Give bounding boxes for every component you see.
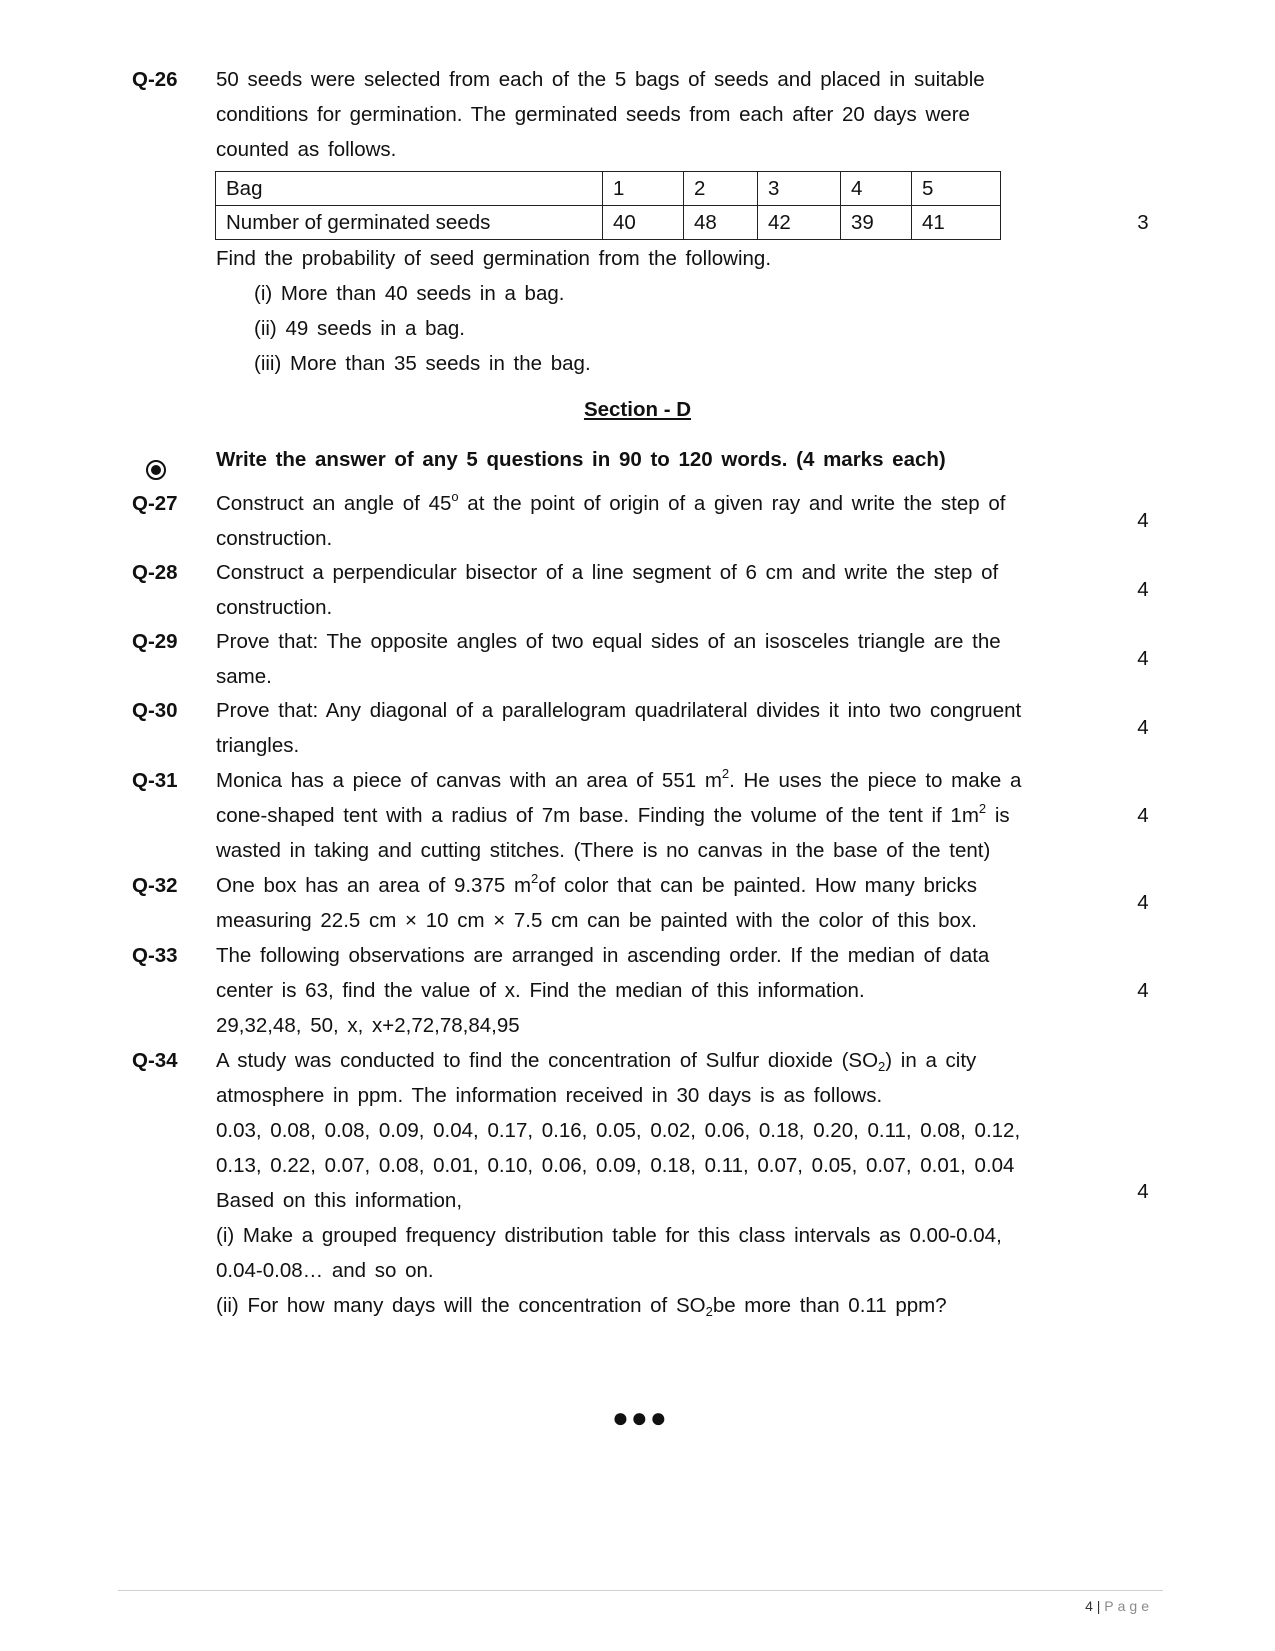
table-cell: 5 bbox=[912, 172, 1001, 206]
question-number: Q-30 bbox=[132, 699, 178, 722]
table-cell: 1 bbox=[603, 172, 684, 206]
text-line: 0.04-0.08… and so on. bbox=[216, 1259, 434, 1282]
text-line: cone-shaped tent with a radius of 7m base. Finding the volume of the tent if $1m^2$ is bbox=[216, 801, 1010, 827]
section-instruction: Write the answer of any 5 questions in 90 to 120 words. (4 marks each) bbox=[216, 448, 946, 471]
question-number: Q-28 bbox=[132, 561, 178, 584]
page-label: Page bbox=[1104, 1598, 1153, 1614]
question-number: Q-32 bbox=[132, 874, 178, 897]
table-cell: 3 bbox=[758, 172, 841, 206]
text-line: 0.13, 0.22, 0.07, 0.08, 0.01, 0.10, 0.06, 0.09, 0.18, 0.11, 0.07, 0.05, 0.07, 0.01, 0.04 bbox=[216, 1154, 1015, 1177]
table-cell: 41 bbox=[912, 206, 1001, 240]
marks: 4 bbox=[1137, 647, 1149, 670]
sub-item: (iii) More than 35 seeds in the bag. bbox=[254, 352, 591, 375]
table-row bbox=[216, 172, 1001, 206]
question-text bbox=[216, 763, 1086, 868]
text-line: conditions for germination. The germinated seeds from each after 20 days were bbox=[216, 103, 970, 126]
text-line: (ii) For how many days will the concentration of $SO_2be$ more than 0.11 ppm? bbox=[216, 1294, 947, 1319]
text-line: Construct a perpendicular bisector of a line segment of 6 cm and write the step of bbox=[216, 561, 999, 584]
table-row bbox=[216, 206, 1001, 240]
text-line: same. bbox=[216, 665, 272, 688]
question-number: Q-33 bbox=[132, 944, 178, 967]
text-line: (i) Make a grouped frequency distribution table for this class intervals as 0.00-0.04, bbox=[216, 1224, 1002, 1247]
text-line: triangles. bbox=[216, 734, 300, 757]
question-text bbox=[216, 486, 1086, 556]
section-heading: Section - D bbox=[583, 398, 692, 421]
marks: 4 bbox=[1137, 979, 1149, 1002]
question-text bbox=[216, 241, 1086, 381]
question-text bbox=[216, 868, 1086, 938]
text-line: 0.03, 0.08, 0.08, 0.09, 0.04, 0.17, 0.16, 0.05, 0.02, 0.06, 0.18, 0.20, 0.11, 0.08, 0.12, bbox=[216, 1119, 1021, 1142]
marks: 4 bbox=[1137, 509, 1149, 532]
text-line: measuring 22.5 cm × 10 cm × 7.5 cm can be painted with the color of this box. bbox=[216, 909, 977, 932]
text-line: construction. bbox=[216, 527, 333, 550]
sub-item: (ii) 49 seeds in a bag. bbox=[254, 317, 466, 340]
question-number: Q-31 bbox=[132, 769, 178, 792]
question-text bbox=[216, 938, 1086, 1043]
germination-table bbox=[215, 171, 1001, 240]
table-cell: 42 bbox=[758, 206, 841, 240]
marks: 4 bbox=[1137, 804, 1149, 827]
text-line: atmosphere in ppm. The information received in 30 days is as follows. bbox=[216, 1084, 883, 1107]
question-number: Q-34 bbox=[132, 1049, 178, 1072]
question-text bbox=[216, 555, 1086, 625]
table-cell: 39 bbox=[841, 206, 912, 240]
marks: 4 bbox=[1137, 578, 1149, 601]
marks: 4 bbox=[1137, 891, 1149, 914]
text-line: Construct an angle of 45$^o$ at the point of origin of a given ray and write the step of bbox=[216, 489, 1006, 515]
sub-item: (i) More than 40 seeds in a bag. bbox=[254, 282, 565, 305]
page-footer bbox=[1085, 1598, 1153, 1614]
text-line: The following observations are arranged in ascending order. If the median of data bbox=[216, 944, 990, 967]
text-line: Find the probability of seed germination from the following. bbox=[216, 247, 772, 270]
text-line: 29,32,48, 50, x, x+2,72,78,84,95 bbox=[216, 1014, 520, 1037]
footer-separator: | bbox=[1096, 1598, 1101, 1614]
table-cell: 2 bbox=[684, 172, 758, 206]
marks: 4 bbox=[1137, 1180, 1149, 1203]
table-cell: Bag bbox=[216, 172, 603, 206]
marks: 3 bbox=[1137, 211, 1149, 234]
page-number: 4 bbox=[1085, 1598, 1093, 1614]
text-line: A study was conducted to find the concentration of Sulfur dioxide $(SO_2)$ in a city bbox=[216, 1049, 977, 1074]
question-text bbox=[216, 1043, 1086, 1323]
question-text bbox=[216, 62, 1086, 167]
question-number: Q-29 bbox=[132, 630, 178, 653]
end-of-section-mark: ●●● bbox=[612, 1402, 669, 1433]
text-line: construction. bbox=[216, 596, 333, 619]
radio-bullet-icon bbox=[146, 460, 166, 480]
text-line: counted as follows. bbox=[216, 138, 397, 161]
text-line: Based on this information, bbox=[216, 1189, 463, 1212]
text-line: center is 63, find the value of x. Find the median of this information. bbox=[216, 979, 865, 1002]
text-line: Monica has a piece of canvas with an area of 551 $m^2$. He uses the piece to make a bbox=[216, 766, 1022, 792]
question-number: Q-26 bbox=[132, 68, 178, 91]
table-cell: 48 bbox=[684, 206, 758, 240]
question-number: Q-27 bbox=[132, 492, 178, 515]
footer-divider bbox=[118, 1590, 1163, 1591]
table-cell: 4 bbox=[841, 172, 912, 206]
table-cell: 40 bbox=[603, 206, 684, 240]
text-line: Prove that: Any diagonal of a parallelogram quadrilateral divides it into two congruent bbox=[216, 699, 1022, 722]
question-text bbox=[216, 624, 1086, 694]
text-line: wasted in taking and cutting stitches. (There is no canvas in the base of the tent) bbox=[216, 839, 991, 862]
text-line: Prove that: The opposite angles of two equal sides of an isosceles triangle are the bbox=[216, 630, 1001, 653]
text-line: One box has an area of 9.375 $m^2of$ color that can be painted. How many bricks bbox=[216, 871, 978, 897]
question-text bbox=[216, 693, 1086, 763]
table-cell: Number of germinated seeds bbox=[216, 206, 603, 240]
text-line: 50 seeds were selected from each of the 5 bags of seeds and placed in suitable bbox=[216, 68, 985, 91]
marks: 4 bbox=[1137, 716, 1149, 739]
